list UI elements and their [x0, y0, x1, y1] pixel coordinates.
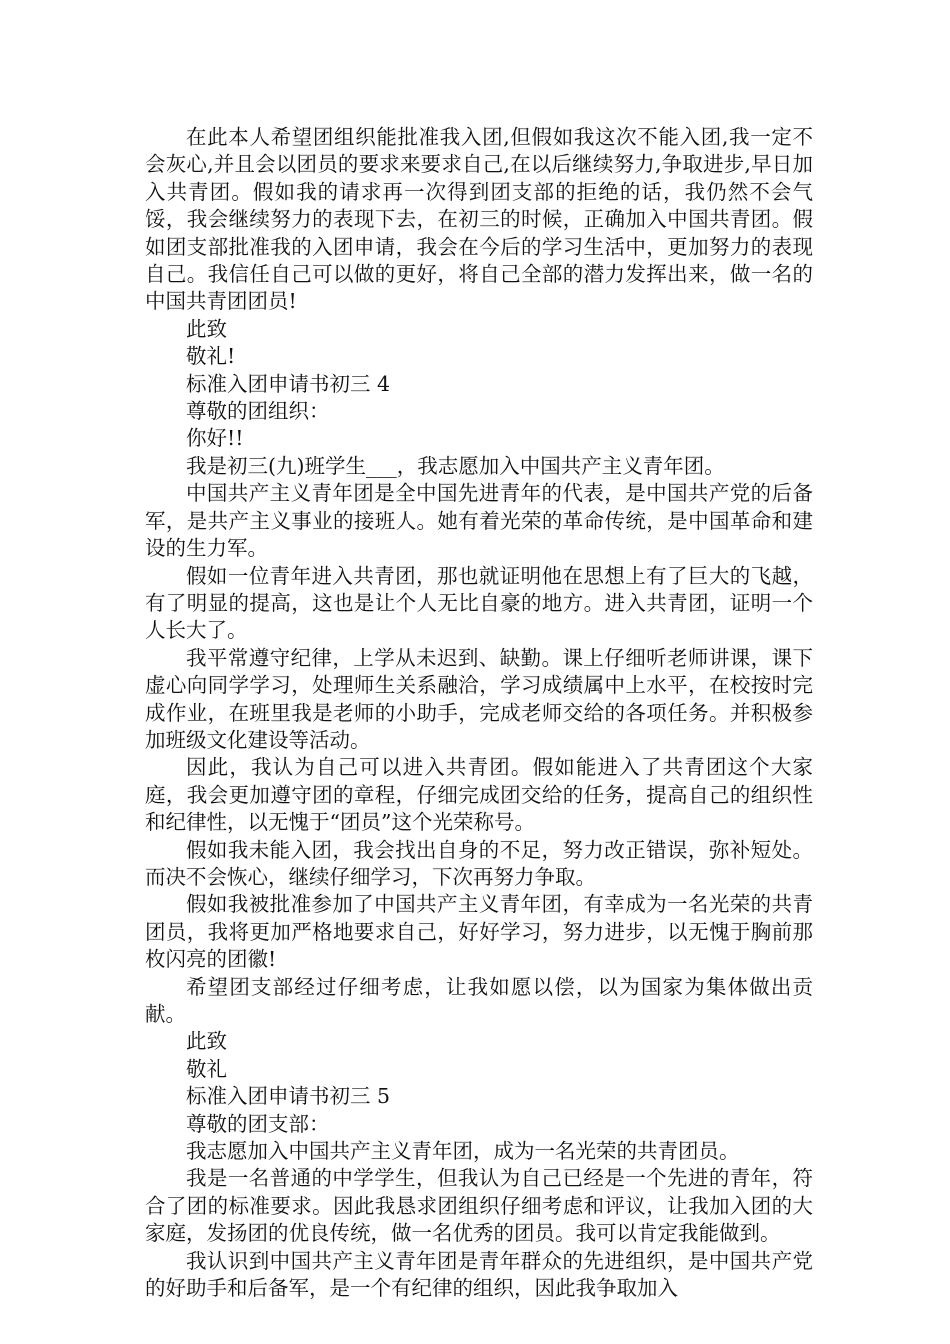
paragraph: 中国共产主义青年团是全中国先进青年的代表，是中国共产党的后备军，是共产主义事业的接班人。她有着光荣的革命传统，是中国革命和建设的生力军。: [145, 481, 813, 561]
paragraph: 我认识到中国共产主义青年团是青年群众的先进组织，是中国共产党的好助手和后备军，是一个有纪律的组织，因此我争取加入: [145, 1248, 813, 1301]
section-heading: 标准入团申请书初三 4: [186, 371, 391, 396]
closing-salutation: 此致: [186, 1029, 227, 1054]
document-body: [145, 124, 813, 1302]
paragraph: 在此本人希望团组织能批准我入团,但假如我这次不能入团,我一定不会灰心,并且会以团员的要求来要求自己,在以后继续努力,争取进步,早日加入共青团。假如我的请求再一次得到团支部的拒绝的话，我仍然不会气馁，我会继续努力的表现下去，在初三的时候，正确加入中国共青团。假如团支部批准我的入团申请，我会在今后的学习生活中，更加努力的表现自己。我信任自己可以做的更好，将自己全部的潜力发挥出来，做一名的中国共青团团员!: [145, 125, 813, 314]
paragraph: 假如一位青年进入共青团，那也就证明他在思想上有了巨大的飞越，有了明显的提高，这也是让个人无比自豪的地方。进入共青团，证明一个人长大了。: [145, 563, 813, 643]
closing-salutation: 此致: [186, 316, 227, 341]
paragraph: 我是一名普通的中学学生，但我认为自己已经是一个先进的青年，符合了团的标准要求。因此我恳求团组织仔细考虑和评议，让我加入团的大家庭，发扬团的优良传统，做一名优秀的团员。我可以肯定我能做到。: [145, 1166, 813, 1246]
paragraph: 假如我被批准参加了中国共产主义青年团，有幸成为一名光荣的共青团员，我将更加严格地要求自己，好好学习，努力进步，以无愧于胸前那枚闪亮的团徽!: [145, 892, 813, 972]
paragraph: 我是初三(九)班学生___，我志愿加入中国共产主义青年团。: [186, 453, 725, 478]
paragraph: 因此，我认为自己可以进入共青团。假如能进入了共青团这个大家庭，我会更加遵守团的章程，仔细完成团交给的任务，提高自己的组织性和纪律性，以无愧于“团员”这个光荣称号。: [145, 755, 813, 835]
section-heading: 标准入团申请书初三 5: [186, 1084, 391, 1109]
closing-regards: 敬礼!: [186, 344, 236, 369]
greeting: 你好!!: [186, 426, 244, 451]
paragraph: 我志愿加入中国共产主义青年团，成为一名光荣的共青团员。: [186, 1139, 740, 1164]
paragraph: 希望团支部经过仔细考虑，让我如愿以偿，以为国家为集体做出贡献。: [145, 974, 813, 1026]
greeting: 尊敬的团支部：: [186, 1111, 330, 1136]
greeting: 尊敬的团组织：: [186, 399, 330, 424]
closing-regards: 敬礼: [186, 1056, 227, 1081]
paragraph: 假如我未能入团，我会找出自身的不足，努力改正错误，弥补短处。而决不会恢心，继续仔细学习，下次再努力争取。: [145, 837, 813, 889]
paragraph: 我平常遵守纪律，上学从未迟到、缺勤。课上仔细听老师讲课，课下虚心向同学学习，处理师生关系融洽，学习成绩属中上水平，在校按时完成作业，在班里我是老师的小助手，完成老师交给的各项任务。并积极参加班级文化建设等活动。: [145, 645, 813, 752]
